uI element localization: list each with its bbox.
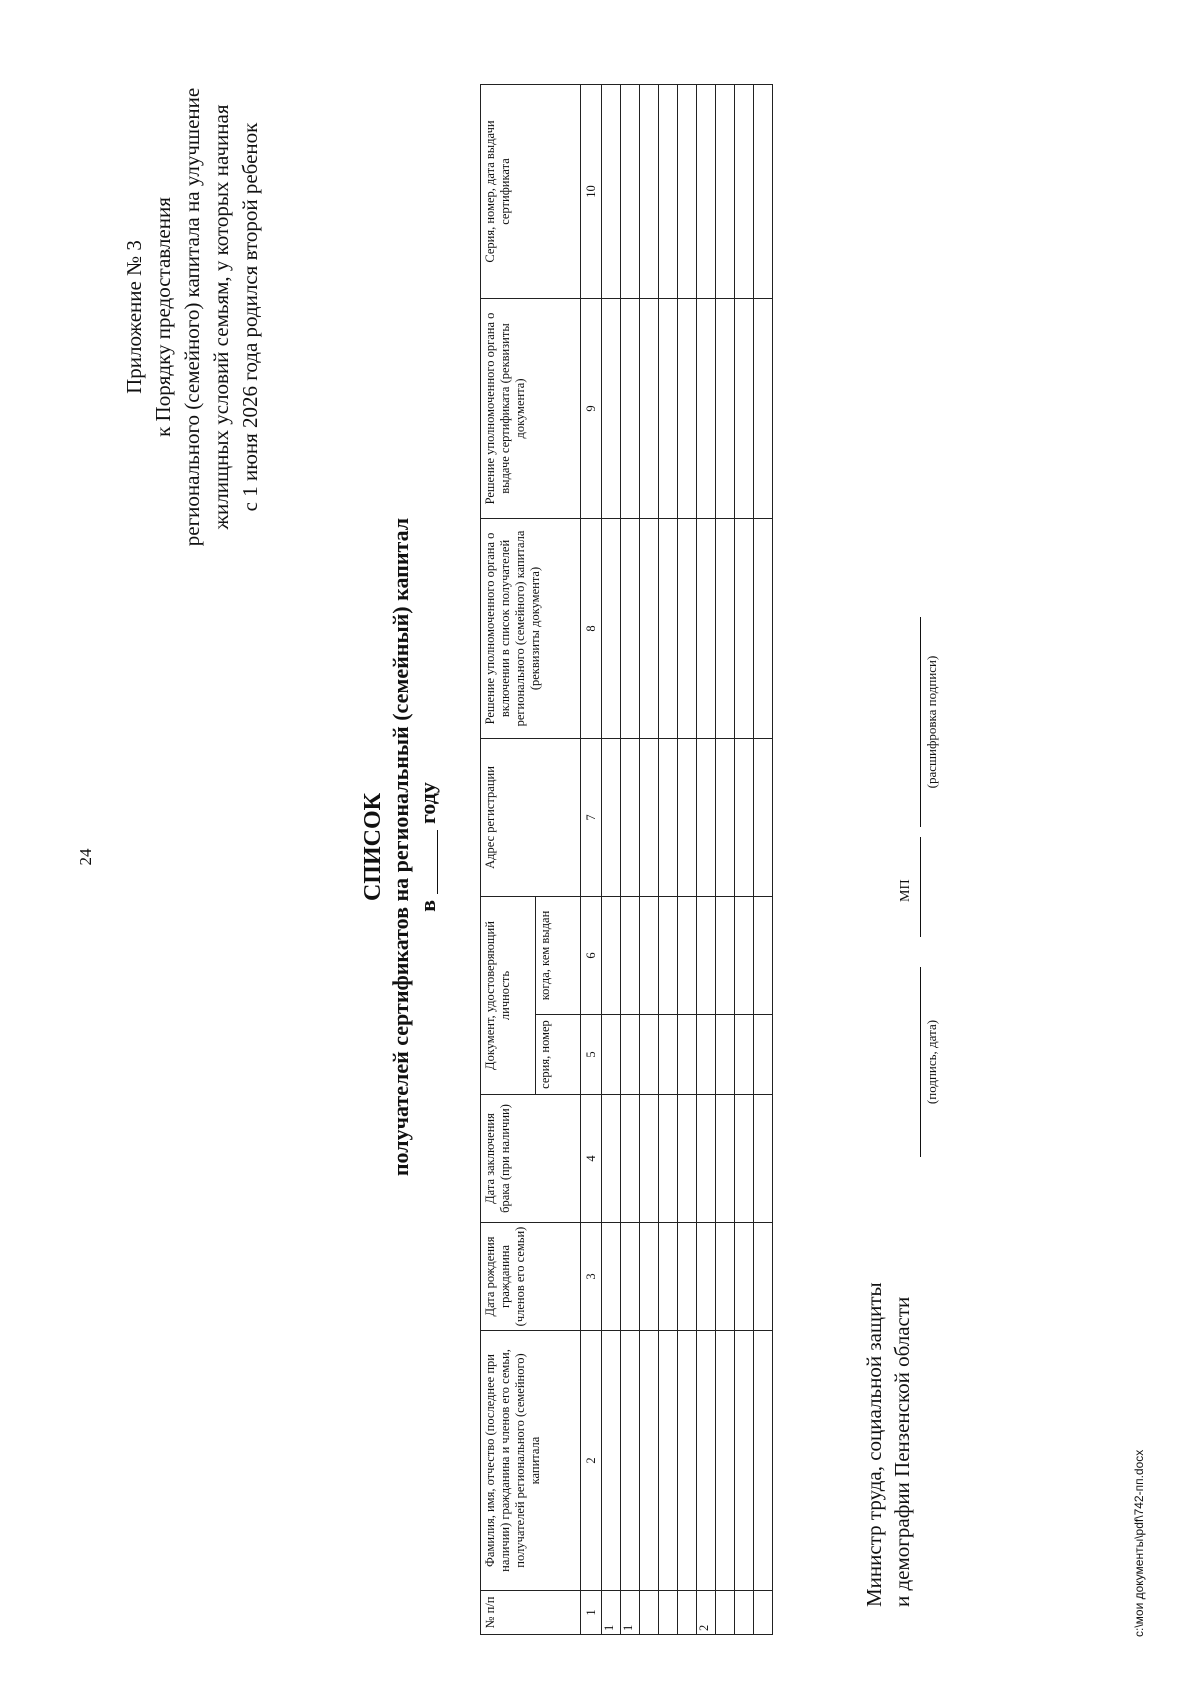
column-number: 8 bbox=[581, 519, 602, 739]
year-prefix: в bbox=[415, 900, 440, 912]
appendix-line: с 1 июня 2026 года родился второй ребенок bbox=[238, 122, 262, 512]
col-header-issue-decision: Решение уполномоченного органа о выдаче сертификата (реквизиты документа) bbox=[481, 299, 581, 519]
appendix-line: жилищных условий семьям, у которых начиная bbox=[209, 104, 233, 530]
appendix-line: к Порядку предоставления bbox=[151, 197, 175, 437]
col-header-id-issued: когда, кем выдан bbox=[536, 897, 581, 1015]
row-number: 1 bbox=[602, 1591, 621, 1635]
col-header-certificate: Серия, номер, дата выдачи сертификата bbox=[481, 85, 581, 299]
signature-caption: (подпись, дата) bbox=[924, 1019, 939, 1105]
column-number: 1 bbox=[581, 1591, 602, 1635]
year-suffix: году bbox=[415, 782, 440, 825]
decode-caption: (расшифровка подписи) bbox=[924, 655, 939, 789]
col-header-birth-date: Дата рождения гражданина (членов его семьи) bbox=[481, 1223, 581, 1331]
column-number: 7 bbox=[581, 739, 602, 897]
column-number: 2 bbox=[581, 1331, 602, 1591]
row-number: 1 bbox=[621, 1591, 640, 1635]
column-number: 10 bbox=[581, 85, 602, 299]
signature-line bbox=[920, 967, 921, 1157]
col-header-id-series: серия, номер bbox=[536, 1015, 581, 1095]
stamp-line bbox=[920, 837, 921, 937]
col-header-marriage-date: Дата заключения брака (при наличии) bbox=[481, 1095, 581, 1223]
col-header-inclusion-decision: Решение уполномоченного органа о включении в список получателей регионального (семейного) капитала (реквизиты документа) bbox=[481, 519, 581, 739]
title-main: СПИСОК bbox=[360, 792, 386, 902]
col-header-id-document: Документ, удостоверяющий личность bbox=[481, 897, 536, 1095]
title-subtitle: получателей сертификатов на региональный (семейный) капитал bbox=[388, 517, 413, 1177]
column-number: 3 bbox=[581, 1223, 602, 1331]
appendix-line: Приложение № 3 bbox=[122, 240, 146, 394]
stamp-mark: МП bbox=[898, 879, 913, 902]
page-number: 24 bbox=[76, 848, 95, 866]
minister-line: Министр труда, социальной защиты bbox=[862, 1282, 886, 1607]
file-path: c:\мои документы\pdf\742-пп.docx bbox=[1132, 1449, 1146, 1637]
appendix-line: регионального (семейного) капитала на улучшение bbox=[180, 87, 204, 547]
column-number: 5 bbox=[581, 1015, 602, 1095]
decode-line bbox=[920, 617, 921, 827]
minister-title bbox=[860, 1282, 916, 1607]
row-number: 2 bbox=[697, 1591, 716, 1635]
col-header-full-name: Фамилия, имя, отчество (последнее при наличии) гражданина и членов его семьи, получателей регионального (семейного) капитала bbox=[481, 1331, 581, 1591]
column-number: 4 bbox=[581, 1095, 602, 1223]
column-number: 9 bbox=[581, 299, 602, 519]
col-header-address: Адрес регистрации bbox=[481, 739, 581, 897]
col-header-number: № п/п bbox=[481, 1591, 581, 1635]
minister-line: и демографии Пензенской области bbox=[890, 1296, 914, 1607]
column-number: 6 bbox=[581, 897, 602, 1015]
